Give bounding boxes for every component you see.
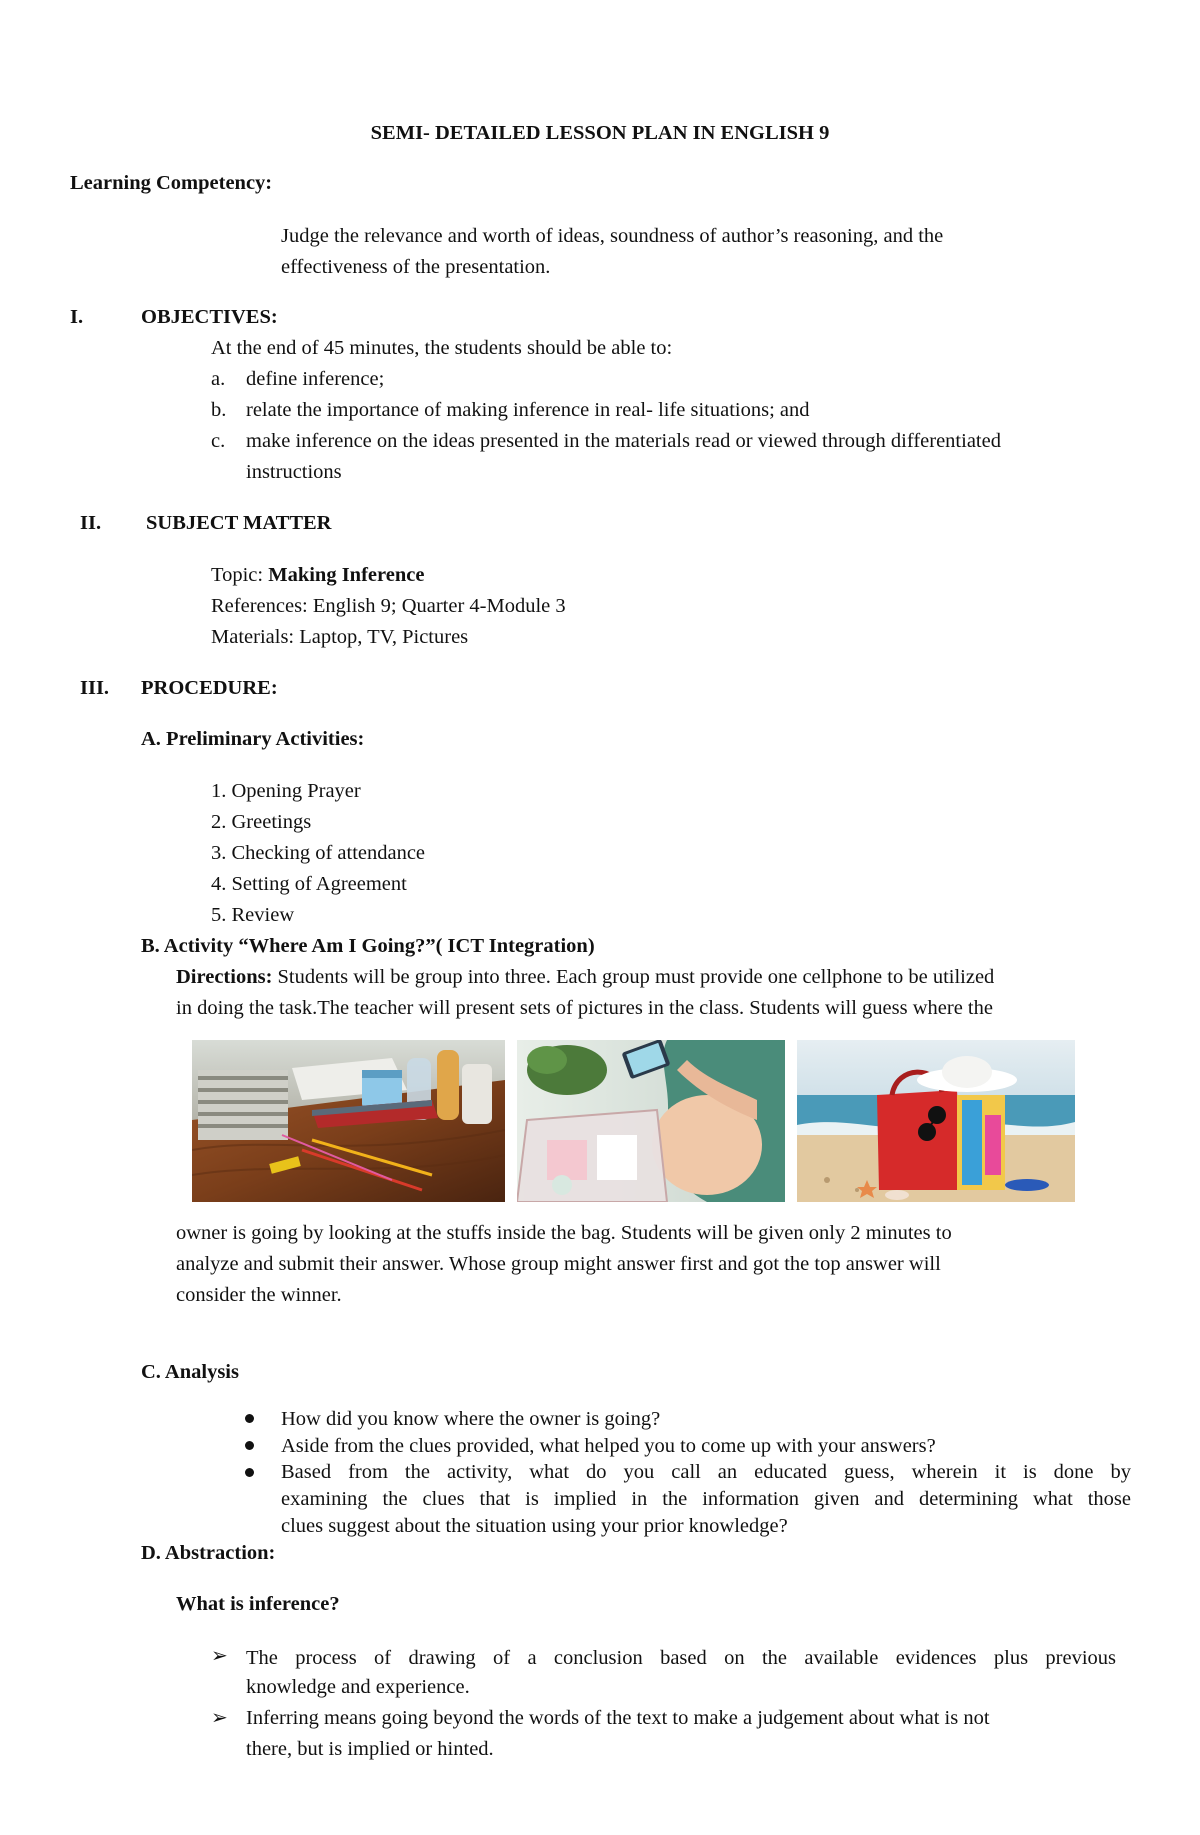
photo-beach-bag: [797, 1040, 1075, 1202]
analysis-question-2: Aside from the clues provided, what helped you to come up with your answers?: [281, 1435, 936, 1457]
preliminary-item: 2. Greetings: [211, 811, 312, 833]
analysis-question-1: How did you know where the owner is going?: [281, 1408, 661, 1430]
abstraction-question: What is inference?: [176, 1593, 340, 1615]
topic-value: Making Inference: [268, 564, 425, 586]
procedure-heading: PROCEDURE:: [141, 677, 278, 699]
document-title: SEMI- DETAILED LESSON PLAN IN ENGLISH 9: [370, 122, 830, 144]
preliminary-heading: A. Preliminary Activities:: [141, 728, 365, 750]
abstraction-point-2-line-2: there, but is implied or hinted.: [246, 1738, 494, 1760]
bullet-icon: [245, 1468, 254, 1477]
objectives-numeral: I.: [70, 306, 84, 328]
activity-text-line-3: owner is going by looking at the stuffs inside the bag. Students will be given only 2 minutes to: [176, 1222, 952, 1244]
objectives-heading: OBJECTIVES:: [141, 306, 278, 328]
materials-line: Materials: Laptop, TV, Pictures: [211, 626, 469, 648]
activity-text-line-4: analyze and submit their answer. Whose group might answer first and got the top answer will: [176, 1253, 941, 1275]
subject-matter-numeral: II.: [80, 512, 102, 534]
photo-school-supplies: [192, 1040, 505, 1202]
preliminary-item: 5. Review: [211, 904, 295, 926]
objective-text-c: make inference on the ideas presented in the materials read or viewed through differentiated: [246, 430, 1001, 452]
activity-heading: B. Activity “Where Am I Going?”( ICT Integration): [141, 935, 595, 957]
objective-letter-a: a.: [211, 368, 226, 390]
topic-line: [211, 560, 424, 591]
preliminary-item: 4. Setting of Agreement: [211, 873, 407, 895]
bullet-icon: [245, 1441, 254, 1450]
objective-text-a: define inference;: [246, 368, 385, 390]
activity-directions-line-1: [176, 962, 994, 993]
arrow-bullet-icon: ➢: [211, 1645, 228, 1667]
competency-line-1: Judge the relevance and worth of ideas, soundness of author’s reasoning, and the: [281, 225, 944, 247]
topic-label: Topic:: [211, 564, 264, 586]
objective-text-b: relate the importance of making inference in real- life situations; and: [246, 399, 810, 421]
references-line: References: English 9; Quarter 4-Module 3: [211, 595, 566, 617]
learning-competency-label: Learning Competency:: [70, 172, 273, 194]
activity-directions-line-2: in doing the task.The teacher will present sets of pictures in the class. Students will guess where the: [176, 997, 993, 1019]
abstraction-point-1-line-2: knowledge and experience.: [246, 1676, 470, 1698]
procedure-numeral: III.: [80, 677, 110, 699]
directions-text-1: Students will be group into three. Each group must provide one cellphone to be utilized: [272, 966, 995, 988]
arrow-bullet-icon: ➢: [211, 1707, 228, 1729]
analysis-question-3-line-1: Based from the activity, what do you call an educated guess, wherein it is done by: [281, 1461, 1131, 1483]
bullet-icon: [245, 1414, 254, 1423]
competency-line-2: effectiveness of the presentation.: [281, 256, 551, 278]
directions-label: Directions:: [176, 966, 273, 988]
analysis-heading: C. Analysis: [141, 1361, 239, 1383]
analysis-question-3-line-2: examining the clues that is implied in the information given and determining what those: [281, 1488, 1131, 1510]
objective-text-c-cont: instructions: [246, 461, 342, 483]
activity-text-line-5: consider the winner.: [176, 1284, 342, 1306]
abstraction-point-2-line-1: Inferring means going beyond the words of the text to make a judgement about what is not: [246, 1707, 990, 1729]
abstraction-point-1-line-1: The process of drawing of a conclusion based on the available evidences plus previous: [246, 1647, 1116, 1669]
objective-letter-c: c.: [211, 430, 226, 452]
objectives-intro: At the end of 45 minutes, the students should be able to:: [211, 337, 673, 359]
preliminary-item: 3. Checking of attendance: [211, 842, 426, 864]
abstraction-heading: D. Abstraction:: [141, 1542, 276, 1564]
preliminary-item: 1. Opening Prayer: [211, 780, 361, 802]
photo-hospital-bag: [517, 1040, 785, 1202]
analysis-question-3-line-3: clues suggest about the situation using your prior knowledge?: [281, 1515, 788, 1537]
subject-matter-heading: SUBJECT MATTER: [146, 512, 332, 534]
objective-letter-b: b.: [211, 399, 227, 421]
